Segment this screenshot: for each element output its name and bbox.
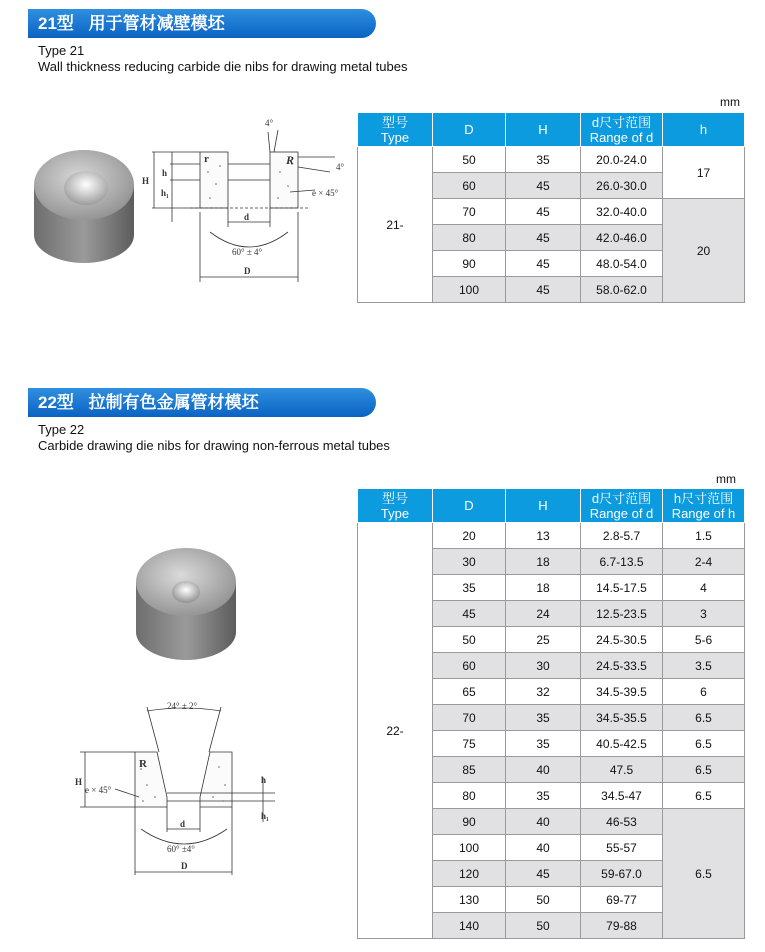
- cell-d: 59-67.0: [581, 861, 663, 887]
- cell-D: 45: [433, 601, 506, 627]
- die-nib-22-render: [132, 540, 240, 664]
- cell-h: 6.5: [663, 731, 745, 757]
- cell-D: 65: [433, 679, 506, 705]
- cell-d: 42.0-46.0: [581, 225, 663, 251]
- cell-d: 34.5-39.5: [581, 679, 663, 705]
- drawing-22-d: d: [180, 819, 186, 829]
- cell-D: 30: [433, 549, 506, 575]
- cell-D: 50: [433, 147, 506, 173]
- drawing-22-angle-bottom: 60° ±4°: [167, 844, 195, 854]
- cell-H: 45: [506, 173, 581, 199]
- cell-H: 30: [506, 653, 581, 679]
- cell-h: 6.5: [663, 705, 745, 731]
- section-21-spec-table: [357, 112, 745, 303]
- cell-d: 48.0-54.0: [581, 251, 663, 277]
- cell-D: 50: [433, 627, 506, 653]
- section-22-code: 22型: [38, 393, 74, 412]
- section-22-title: 拉制有色金属管材模坯: [88, 393, 259, 412]
- cell-D: 90: [433, 251, 506, 277]
- section-22-banner: [28, 388, 376, 417]
- drawing-22-H: H: [75, 777, 83, 787]
- cell-h: 6: [663, 679, 745, 705]
- drawing-22-D: D: [181, 861, 188, 871]
- cell-D: 140: [433, 913, 506, 939]
- drawing-21-H: H: [142, 176, 150, 186]
- cell-D: 100: [433, 835, 506, 861]
- cell-d: 32.0-40.0: [581, 199, 663, 225]
- cell-D: 90: [433, 809, 506, 835]
- cell-D: 70: [433, 199, 506, 225]
- cell-d: 40.5-42.5: [581, 731, 663, 757]
- header-d-range: d尺寸范围 Range of d: [581, 113, 663, 147]
- cell-d: 79-88: [581, 913, 663, 939]
- drawing-21-e: e × 45°: [312, 188, 339, 198]
- cell-d: 20.0-24.0: [581, 147, 663, 173]
- cell-d: 34.5-35.5: [581, 705, 663, 731]
- cell-H: 35: [506, 147, 581, 173]
- cell-D: 80: [433, 225, 506, 251]
- header-type: 型号 Type: [358, 113, 433, 147]
- cell-d: 69-77: [581, 887, 663, 913]
- cell-h: 2-4: [663, 549, 745, 575]
- cell-H: 50: [506, 913, 581, 939]
- cell-H: 35: [506, 731, 581, 757]
- table-header-row: [358, 113, 745, 147]
- section-21-title: 用于管材减壁模坯: [88, 14, 225, 33]
- section-21-unit: mm: [720, 95, 740, 109]
- cell-d: 58.0-62.0: [581, 277, 663, 303]
- header-H: H: [506, 113, 581, 147]
- header-H: H: [506, 489, 581, 523]
- cell-h: 6.5: [663, 783, 745, 809]
- cell-D: 20: [433, 523, 506, 549]
- cell-H: 25: [506, 627, 581, 653]
- drawing-21-d: d: [244, 212, 250, 222]
- section-21-banner: [28, 9, 376, 38]
- cell-D: 85: [433, 757, 506, 783]
- cell-h: 6.5: [663, 757, 745, 783]
- cell-d: 6.7-13.5: [581, 549, 663, 575]
- drawing-21-angle-bottom: 60° ± 4°: [232, 247, 263, 257]
- cell-D: 60: [433, 653, 506, 679]
- section-21-description: Wall thickness reducing carbide die nibs for drawing metal tubes: [38, 59, 408, 74]
- cell-d: 14.5-17.5: [581, 575, 663, 601]
- table-header-row: [358, 489, 745, 523]
- section-22-type-label: Type 22: [38, 422, 85, 437]
- drawing-21-R: R: [286, 153, 295, 167]
- header-type: 型号 Type: [358, 489, 433, 523]
- drawing-21-D: D: [244, 266, 251, 276]
- cell-H: 35: [506, 783, 581, 809]
- drawing-22-angle-top: 24° ± 2°: [167, 701, 198, 711]
- cell-H: 40: [506, 835, 581, 861]
- die-nib-21-render: [28, 140, 140, 266]
- drawing-21-h: h: [162, 168, 168, 178]
- cell-d: 34.5-47: [581, 783, 663, 809]
- cell-H: 35: [506, 705, 581, 731]
- cell-D: 70: [433, 705, 506, 731]
- header-D: D: [433, 489, 506, 523]
- drawing-22-h: h: [261, 775, 267, 785]
- cell-d: 55-57: [581, 835, 663, 861]
- cell-H: 45: [506, 199, 581, 225]
- cell-D: 75: [433, 731, 506, 757]
- cell-H: 24: [506, 601, 581, 627]
- cell-H: 18: [506, 549, 581, 575]
- cell-d: 47.5: [581, 757, 663, 783]
- section-21-code: 21型: [38, 14, 74, 33]
- type-cell: 22-: [358, 523, 433, 939]
- cell-D: 80: [433, 783, 506, 809]
- section-21-type-label: Type 21: [38, 43, 85, 58]
- cell-d: 26.0-30.0: [581, 173, 663, 199]
- cell-D: 130: [433, 887, 506, 913]
- drawing-21-r: r: [204, 153, 209, 165]
- cell-d: 46-53: [581, 809, 663, 835]
- cell-d: 12.5-23.5: [581, 601, 663, 627]
- cell-H: 18: [506, 575, 581, 601]
- table-row: [358, 523, 745, 549]
- section-22-unit: mm: [716, 472, 736, 486]
- cell-h: 3: [663, 601, 745, 627]
- drawing-22-h1: h₁: [261, 811, 269, 821]
- cell-h: 3.5: [663, 653, 745, 679]
- cell-h: 1.5: [663, 523, 745, 549]
- header-D: D: [433, 113, 506, 147]
- cell-H: 40: [506, 809, 581, 835]
- cell-H: 45: [506, 251, 581, 277]
- header-h-range: h尺寸范围 Range of h: [663, 489, 745, 523]
- table-row: [358, 147, 745, 173]
- cell-D: 35: [433, 575, 506, 601]
- drawing-21-h1: h₁: [161, 188, 169, 198]
- cell-d: 2.8-5.7: [581, 523, 663, 549]
- cell-h: 4: [663, 575, 745, 601]
- cell-H: 32: [506, 679, 581, 705]
- type-cell: 21-: [358, 147, 433, 303]
- cell-h: 5-6: [663, 627, 745, 653]
- cell-D: 120: [433, 861, 506, 887]
- drawing-22-e: e × 45°: [85, 785, 112, 795]
- cell-h: 20: [663, 199, 745, 303]
- cell-D: 60: [433, 173, 506, 199]
- cell-d: 24.5-33.5: [581, 653, 663, 679]
- cell-h: 6.5: [663, 809, 745, 939]
- section-22-spec-table: [357, 488, 745, 939]
- header-h: h: [663, 113, 745, 147]
- cell-H: 45: [506, 277, 581, 303]
- cell-H: 45: [506, 225, 581, 251]
- drawing-21-angle-top: 4°: [265, 118, 274, 128]
- section-22-description: Carbide drawing die nibs for drawing non-ferrous metal tubes: [38, 438, 390, 453]
- cell-H: 13: [506, 523, 581, 549]
- header-d-range: d尺寸范围 Range of d: [581, 489, 663, 523]
- cell-d: 24.5-30.5: [581, 627, 663, 653]
- drawing-21-angle-right: 4°: [336, 162, 345, 172]
- cell-H: 40: [506, 757, 581, 783]
- cell-H: 50: [506, 887, 581, 913]
- cell-h: 17: [663, 147, 745, 199]
- die-nib-21-section-drawing: [140, 112, 360, 292]
- cell-D: 100: [433, 277, 506, 303]
- drawing-22-R: R: [139, 758, 147, 770]
- cell-H: 45: [506, 861, 581, 887]
- die-nib-22-section-drawing: [75, 697, 290, 882]
